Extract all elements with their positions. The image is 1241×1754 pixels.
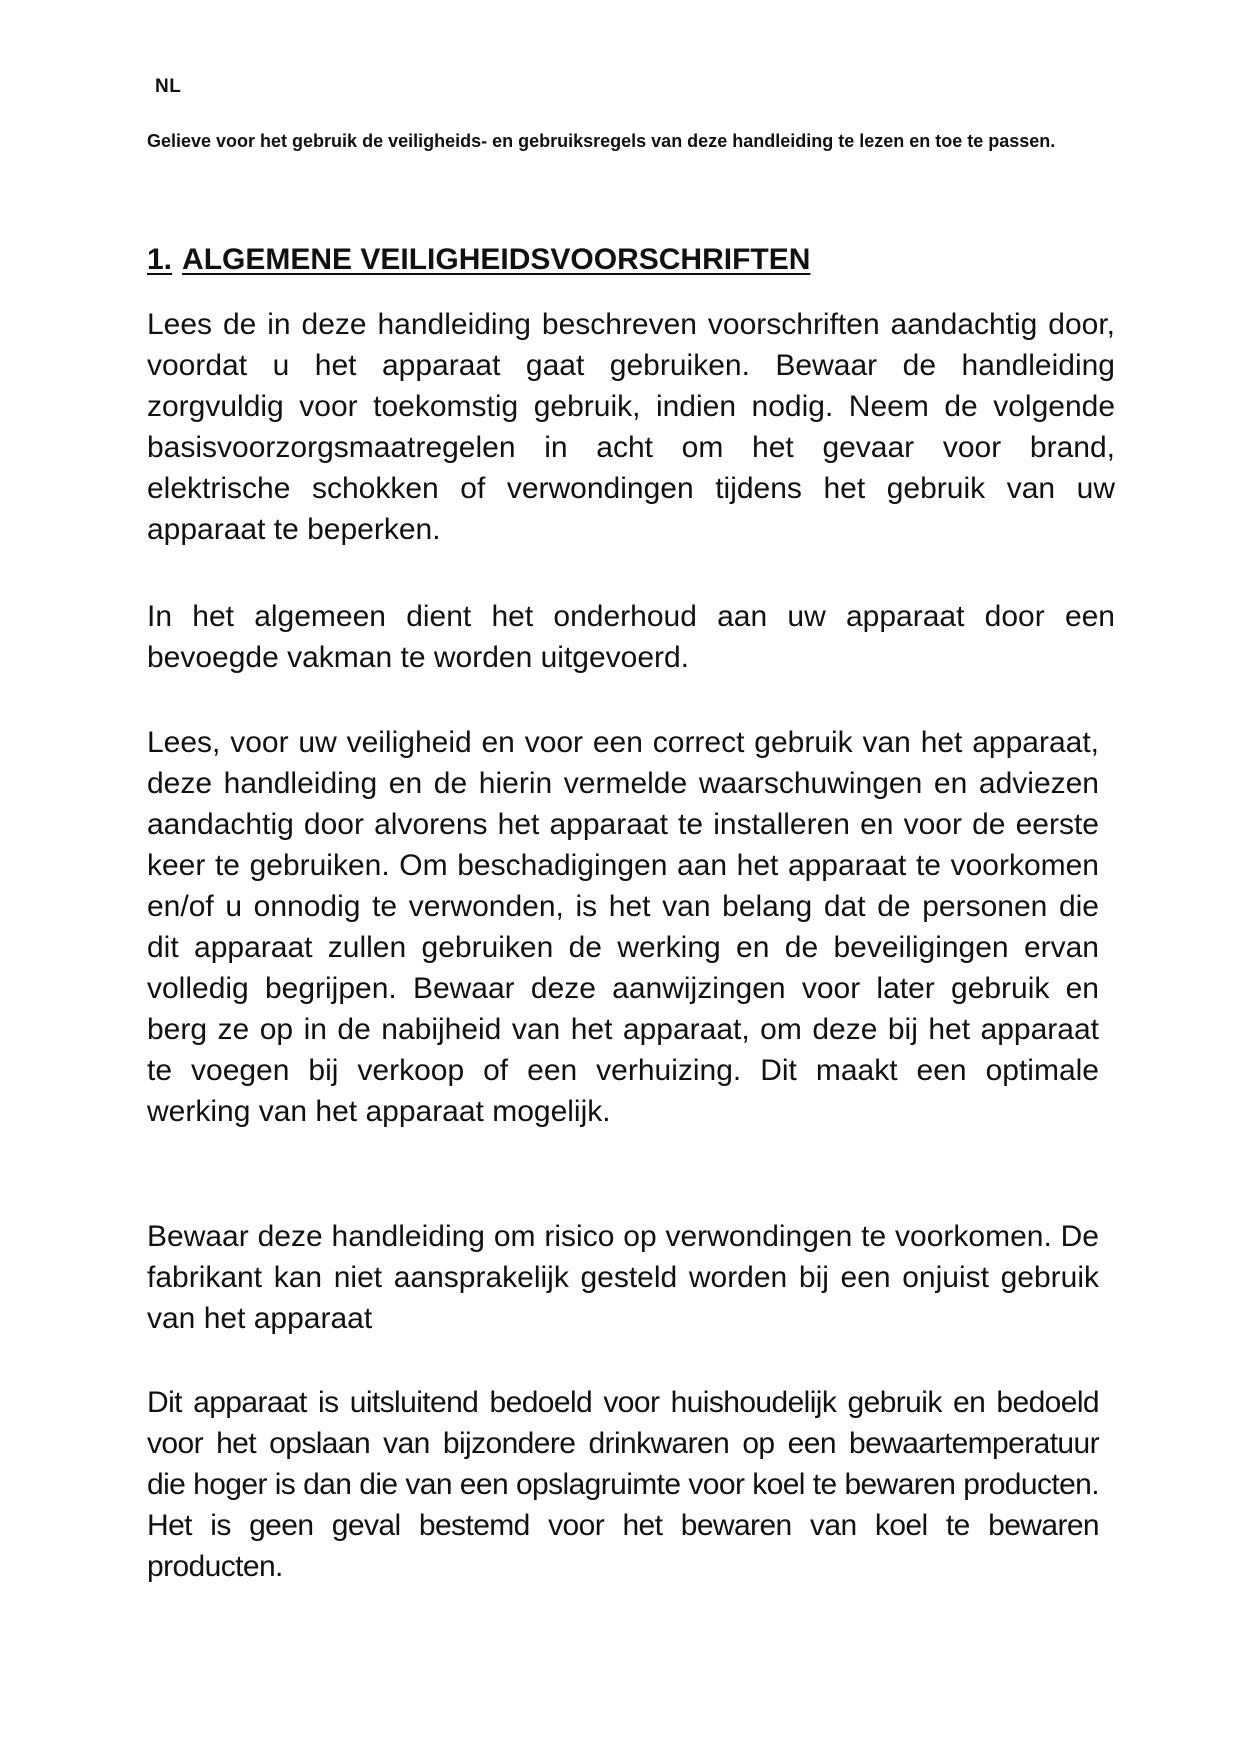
section-heading xyxy=(147,243,810,277)
paragraph-safety-usage: Lees, voor uw veiligheid en voor een correct gebruik van het apparaat, deze handleiding en de hierin vermelde waarschuwingen en adviezen aandachtig door alvorens het apparaat te installeren en voor de eerste keer te gebruiken. Om beschadigingen aan het apparaat te voorkomen en/of u onnodig te verwonden, is het van belang dat de personen die dit apparaat zullen gebruiken de werking en de beveiligingen ervan volledig begrijpen. Bewaar deze aanwijzingen voor later gebruik en berg ze op in de nabijheid van het apparaat, om deze bij het apparaat te voegen bij verkoop of een verhuizing. Dit maakt een optimale werking van het apparaat mogelijk. xyxy=(147,726,1099,1128)
section-number: 1. xyxy=(147,243,173,276)
intro-notice: Gelieve voor het gebruik de veiligheids- en gebruiksregels van deze handleiding te lezen en toe te passen. xyxy=(147,131,1056,151)
paragraph-intended-use: Dit apparaat is uitsluitend bedoeld voor huishoudelijk gebruik en bedoeld voor het opslaan van bijzondere drinkwaren op een bewaartemperatuur die hoger is dan die van een opslagruimte voor koel te bewaren producten. Het is geen geval bestemd voor het bewaren van koel te bewaren producten. xyxy=(147,1386,1099,1583)
section-title: ALGEMENE VEILIGHEIDSVOORSCHRIFTEN xyxy=(182,243,811,276)
language-label: NL xyxy=(155,76,182,97)
paragraph-liability: Bewaar deze handleiding om risico op verwondingen te voorkomen. De fabrikant kan niet aansprakelijk gesteld worden bij een onjuist gebruik van het apparaat xyxy=(147,1220,1099,1335)
paragraph-read-instructions: Lees de in deze handleiding beschreven voorschriften aandachtig door, voordat u het apparaat gaat gebruiken. Bewaar de handleiding zorgvuldig voor toekomstig gebruik, indien nodig. Neem de volgende basisvoorzorgsmaatregelen in acht om het gevaar voor brand, elektrische schokken of verwondingen tijdens het gebruik van uw apparaat te beperken. xyxy=(147,308,1115,546)
paragraph-maintenance: In het algemeen dient het onderhoud aan uw apparaat door een bevoegde vakman te worden uitgevoerd. xyxy=(147,600,1115,674)
